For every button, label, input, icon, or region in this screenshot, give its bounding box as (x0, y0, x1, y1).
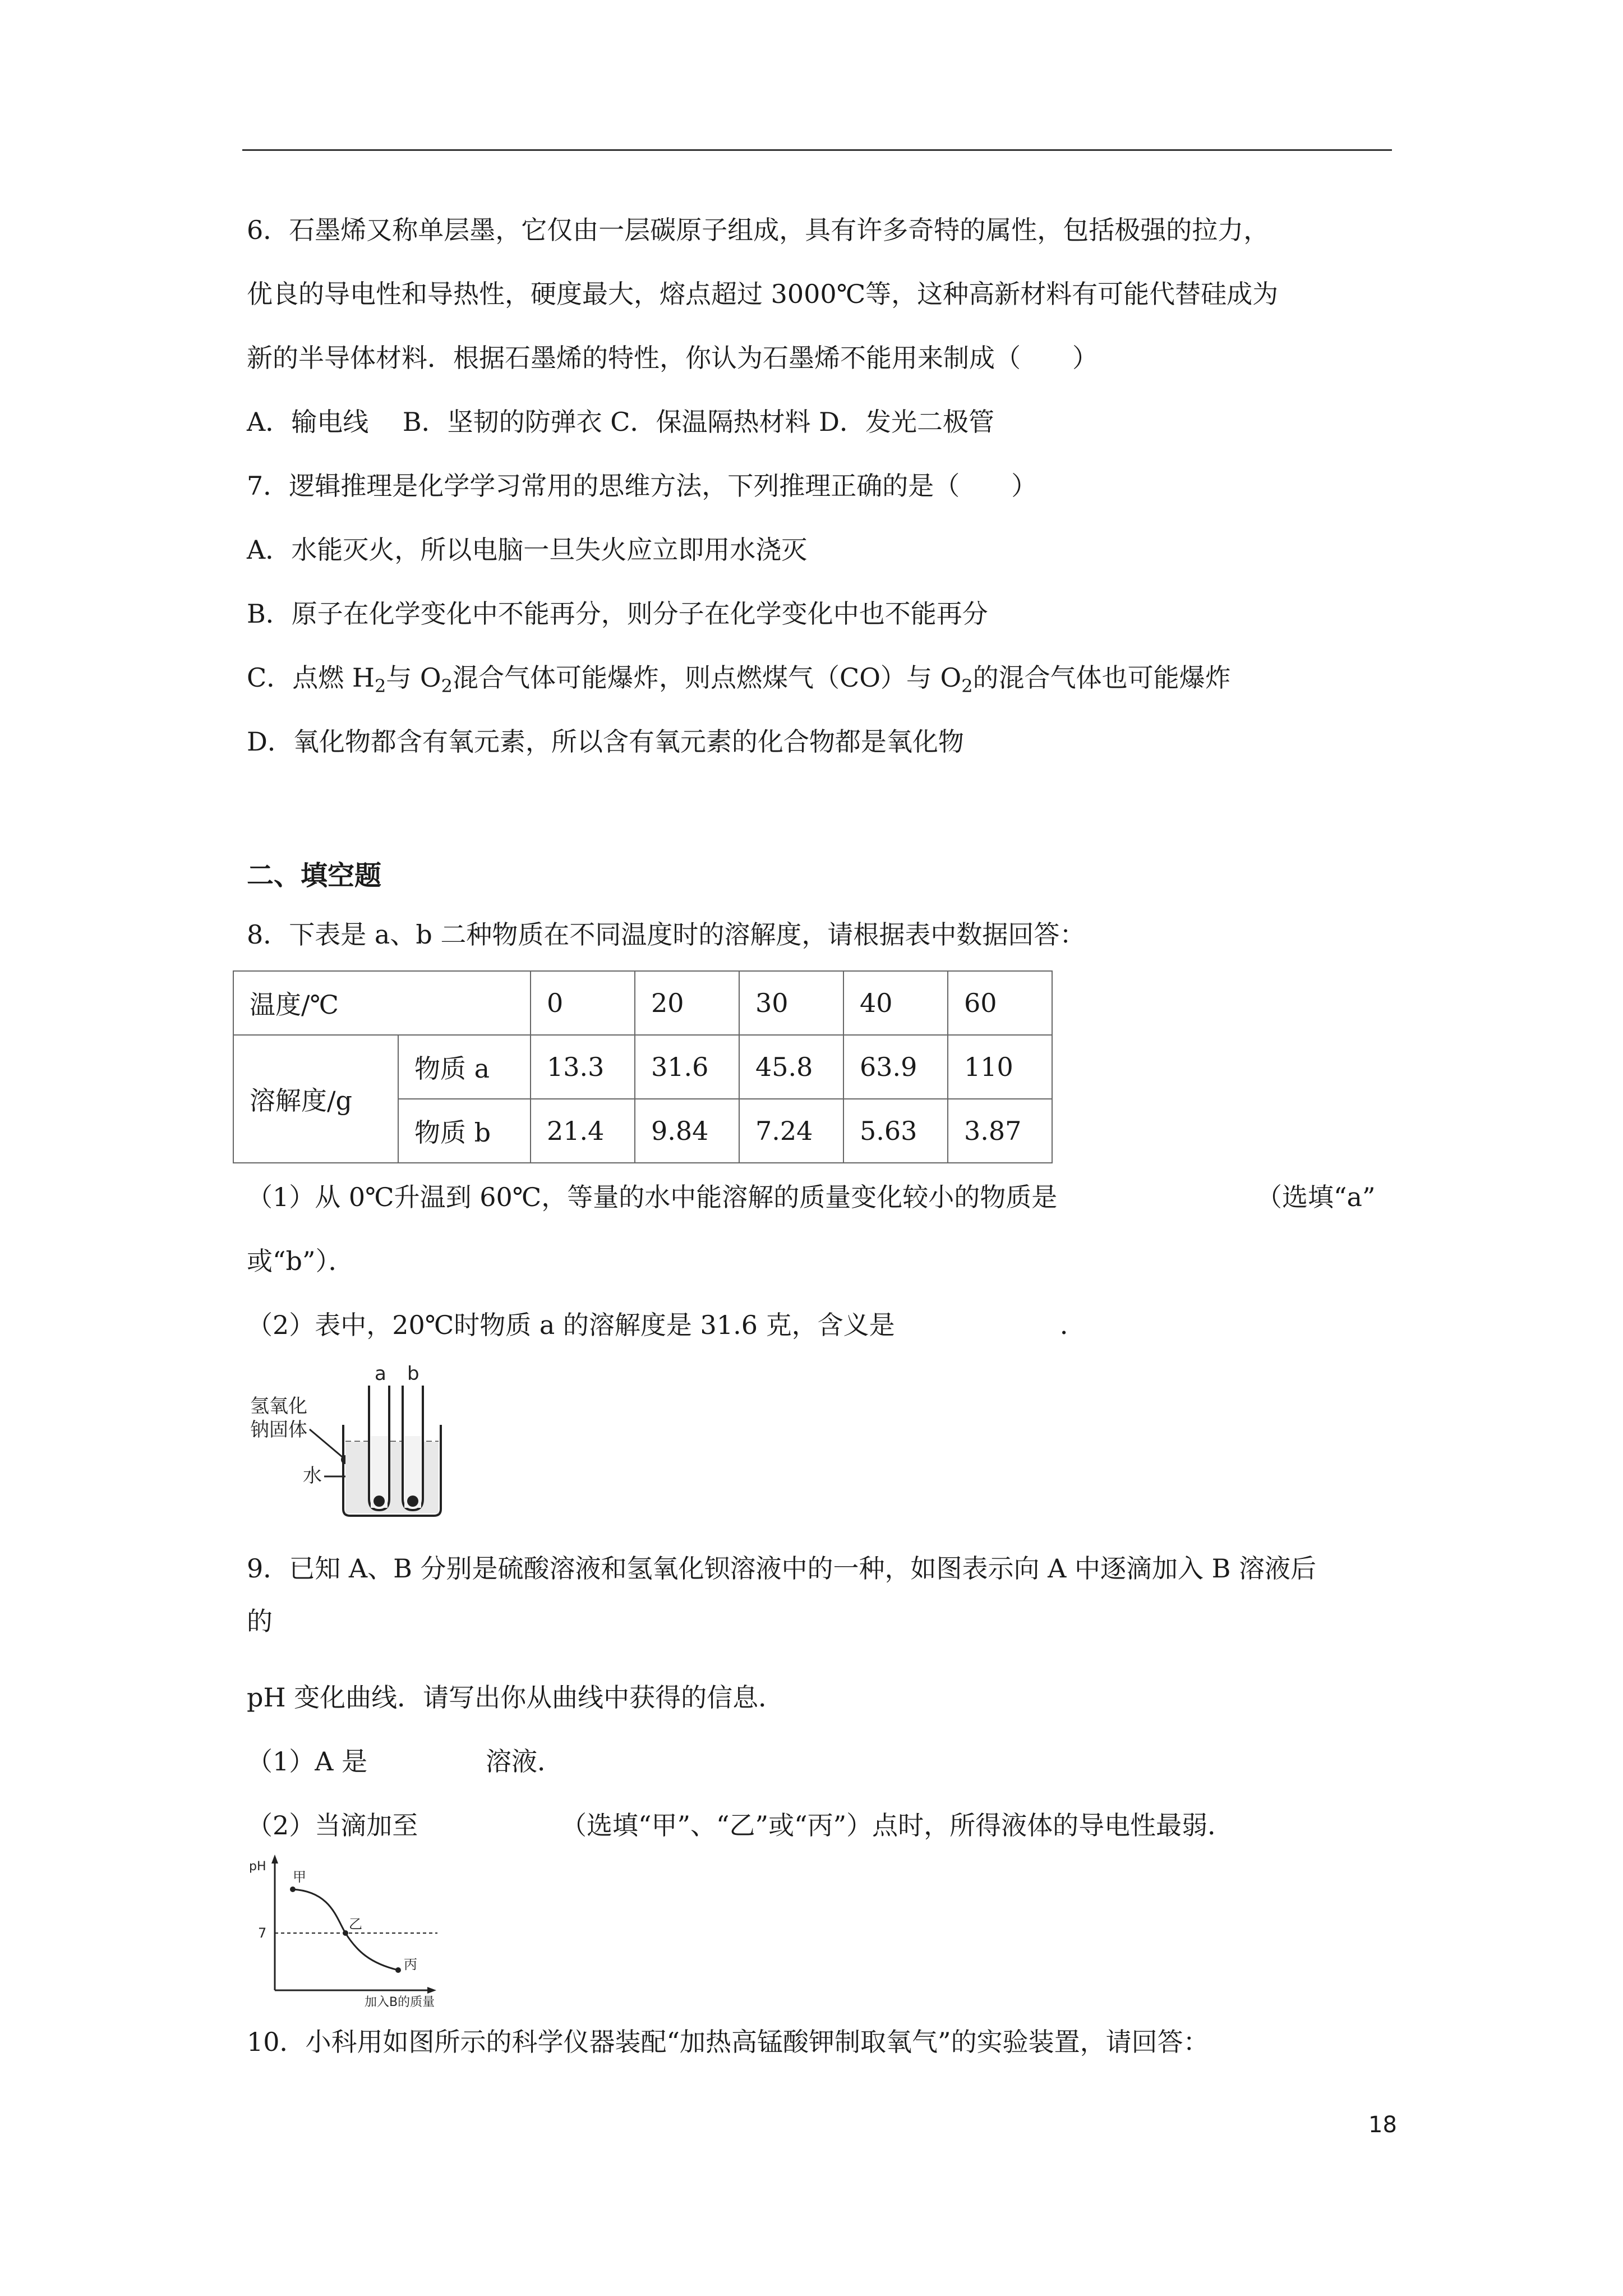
q7-option-b: B．原子在化学变化中不能再分，则分子在化学变化中也不能再分 (247, 599, 988, 629)
section-title: 二、填空题 (247, 860, 382, 891)
point-bing (395, 1967, 401, 1973)
table-cell: 20 (635, 971, 739, 1035)
table-cell: 45.8 (739, 1035, 843, 1099)
ph-curve (293, 1889, 398, 1970)
q9-sub1-text: （1）A 是 (247, 1746, 368, 1777)
q9-sub2-text: （2）当滴加至 (247, 1810, 418, 1841)
point-yi-label: 乙 (349, 1916, 362, 1932)
y-axis-label: pH (249, 1860, 266, 1874)
q9-sub2-end: （选填“甲”、“乙”或“丙”）点时，所得液体的导电性最弱． (561, 1810, 1234, 1841)
q6-line-1: 6．石墨烯又称单层墨，它仅由一层碳原子组成，具有许多奇特的属性，包括极强的拉力， (247, 215, 1270, 245)
table-cell: 5.63 (843, 1099, 948, 1163)
q7-option-c: C．点燃 $H_2$与 $O_2$混合气体可能爆炸，则点燃煤气（CO）与 $O_2$的混合气体也可能爆炸 (247, 662, 1231, 697)
x-axis-label: 加入B的质量 (365, 1995, 435, 2009)
naoh-pointer-line (310, 1429, 345, 1460)
naoh-label-line2: 钠固体 (250, 1419, 307, 1441)
table-cell: 63.9 (843, 1035, 948, 1099)
q6-line-3: 新的半导体材料．根据石墨烯的特性，你认为石墨烯不能用来制成（ ） (247, 343, 1098, 373)
q6-line-2: 优良的导电性和导热性，硬度最大，熔点超过 3000℃等，这种高新材料有可能代替硅成为 (247, 279, 1279, 309)
water-label: 水 (303, 1465, 322, 1487)
beaker-water (345, 1442, 439, 1513)
point-jia (290, 1887, 296, 1892)
naoh-label-line1: 氢氧化 (250, 1395, 307, 1418)
tube-b-solid (407, 1496, 418, 1507)
table-row-label: 物质 b (398, 1099, 531, 1163)
table-cell: 7.24 (739, 1099, 843, 1163)
table-cell: 60 (948, 971, 1052, 1035)
q6-options: A．输电线 B．坚韧的防弹衣 C．保温隔热材料 D．发光二极管 (247, 407, 994, 437)
table-cell: 30 (739, 971, 843, 1035)
q7-option-d: D．氧化物都含有氧元素，所以含有氧元素的化合物都是氧化物 (247, 726, 964, 757)
table-cell: 40 (843, 971, 948, 1035)
tube-a-solid (374, 1496, 385, 1507)
q9-line-2: 的 (247, 1606, 273, 1636)
q7-option-a: A．水能灭火，所以电脑一旦失火应立即用水浇灭 (247, 535, 808, 565)
ph-curve-figure (247, 1851, 460, 2009)
table-cell: 0 (531, 971, 635, 1035)
beaker-figure (247, 1358, 451, 1521)
q8-stem: 8．下表是 a、b 二种物质在不同温度时的溶解度，请根据表中数据回答： (247, 919, 1086, 950)
table-row-temperature (233, 971, 1052, 1035)
y-axis-arrow (271, 1855, 278, 1864)
table-cell: 31.6 (635, 1035, 739, 1099)
table-cell: 3.87 (948, 1099, 1052, 1163)
y-tick-label: 7 (258, 1925, 267, 1941)
solubility-table (233, 970, 1053, 1163)
table-cell: 13.3 (531, 1035, 635, 1099)
table-header-temperature: 温度/℃ (233, 971, 531, 1035)
q8-sub1-line2: 或“b”）． (247, 1246, 354, 1276)
table-cell: 21.4 (531, 1099, 635, 1163)
table-cell: 110 (948, 1035, 1052, 1099)
q9-line-1: 9．已知 A、B 分别是硫酸溶液和氢氧化钡溶液中的一种，如图表示向 A 中逐滴加入 B 溶液后 (247, 1553, 1317, 1584)
q9-line-3: pH 变化曲线．请写出你从曲线中获得的信息． (247, 1682, 785, 1713)
table-row-label: 物质 a (398, 1035, 531, 1099)
q7-stem: 7．逻辑推理是化学学习常用的思维方法，下列推理正确的是（ ） (247, 471, 1038, 501)
q8-sub2-text: （2）表中，20℃时物质 a 的溶解度是 31.6 克，含义是 (247, 1310, 895, 1340)
q8-sub1-choice: （选填“a” (1256, 1182, 1376, 1212)
table-header-solubility: 溶解度/g (233, 1035, 398, 1163)
point-jia-label: 甲 (293, 1869, 306, 1885)
header-rule (242, 149, 1392, 151)
tube-label-b: b (407, 1363, 419, 1385)
q8-sub1-text: （1）从 0℃升温到 60℃，等量的水中能溶解的质量变化较小的物质是 (247, 1182, 1058, 1212)
x-axis-arrow (427, 1987, 436, 1994)
q9-sub1-end: 溶液． (486, 1746, 563, 1777)
tube-label-a: a (375, 1363, 386, 1385)
table-cell: 9.84 (635, 1099, 739, 1163)
q8-sub2-end: ． (1060, 1310, 1086, 1340)
point-yi (343, 1930, 348, 1936)
table-row-substance-a (233, 1035, 1052, 1099)
page-number: 18 (1368, 2112, 1397, 2138)
q10-stem: 10．小科用如图所示的科学仪器装配“加热高锰酸钾制取氧气”的实验装置，请回答： (247, 2027, 1209, 2057)
point-bing-label: 丙 (404, 1957, 417, 1972)
